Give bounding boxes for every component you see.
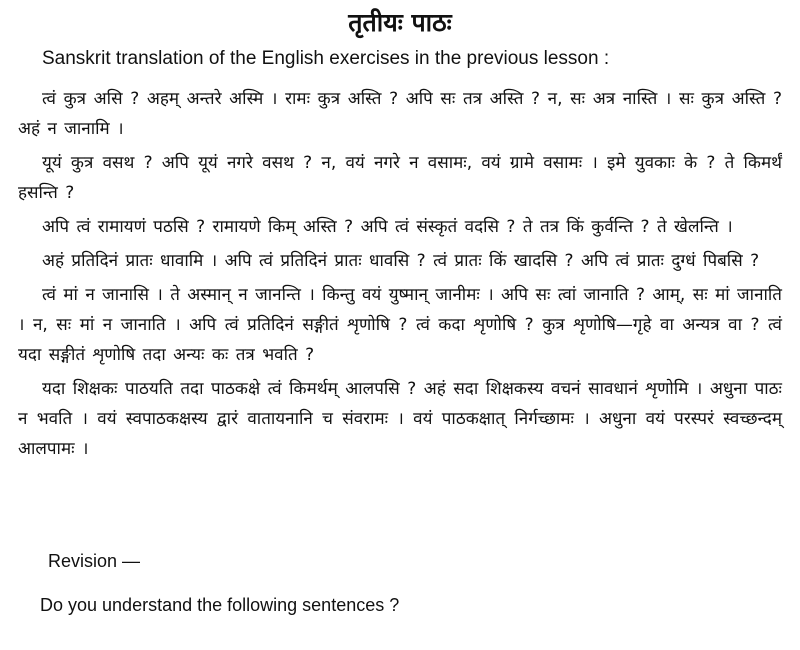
revision-heading: Revision —: [48, 551, 141, 571]
translation-body: [18, 84, 782, 468]
lesson-title: तृतीयः पाठः: [348, 8, 452, 37]
paragraph-4: अहं प्रतिदिनं प्रातः धावामि । अपि त्वं प्रतिदिनं प्रातः धावसि ? त्वं प्रातः किं खादसि ? अपि त्वं प्रातः दुग्धं पिबसि ?: [42, 251, 760, 271]
paragraph-5: त्वं मां न जानासि । ते अस्मान् न जानन्ति । किन्तु वयं युष्मान् जानीमः । अपि सः त्वां जानाति ? आम्, सः मां जानाति । न, सः मां न जानाति । अपि त्वं प्रतिदिनं सङ्गीतं शृणोषि ? त्वं कदा शृणोषि ? कुत्र शृणोषि—गृहे वा अन्यत्र वा ? त्वं यदा सङ्गीतं शृणोषि तदा अन्यः कः तत्र भवति ?: [18, 285, 782, 365]
paragraph-6: यदा शिक्षकः पाठयति तदा पाठकक्षे त्वं किमर्थम् आलपसि ? अहं सदा शिक्षकस्य वचनं सावधानं शृणोमि । अधुना पाठः न भवति । वयं स्वपाठकक्षस्य द्वारं वातायनानि च संवरामः । वयं पाठकक्षात् निर्गच्छामः । अधुना वयं परस्परं स्वच्छन्दम् आलपामः ।: [18, 379, 782, 459]
revision-question: Do you understand the following sentences ?: [40, 595, 400, 615]
paragraph-1: त्वं कुत्र असि ? अहम् अन्तरे अस्मि । रामः कुत्र अस्ति ? अपि सः तत्र अस्ति ? न, सः अत्र नास्ति । सः कुत्र अस्ति ? अहं न जानामि ।: [18, 89, 782, 139]
paragraph-2: यूयं कुत्र वसथ ? अपि यूयं नगरे वसथ ? न, वयं नगरे न वसामः, वयं ग्रामे वसामः । इमे युवकाः के ? ते किमर्थं हसन्ति ?: [18, 153, 782, 203]
paragraph-3: अपि त्वं रामायणं पठसि ? रामायणे किम् अस्ति ? अपि त्वं संस्कृतं वदसि ? ते तत्र किं कुर्वन्ति ? ते खेलन्ति ।: [42, 217, 733, 237]
lesson-subtitle: Sanskrit translation of the English exercises in the previous lesson :: [42, 48, 610, 69]
